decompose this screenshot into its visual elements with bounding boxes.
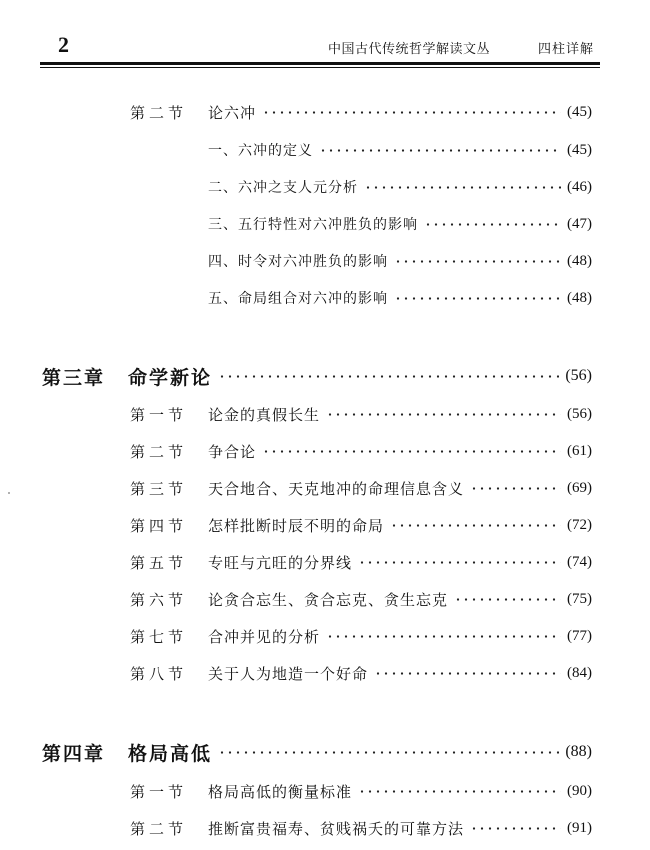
toc-page: (45) — [567, 141, 592, 158]
scan-speck — [8, 492, 10, 494]
toc-entry-subsection[interactable] — [208, 212, 592, 236]
toc-label: 第二节 — [130, 103, 188, 122]
leader-dots — [470, 487, 561, 490]
leader-dots — [394, 297, 561, 300]
toc-entry-section[interactable] — [130, 439, 592, 463]
toc-entry-subsection[interactable] — [208, 286, 592, 310]
toc-entry-subsection[interactable] — [208, 249, 592, 273]
toc-title: 四、时令对六冲胜负的影响 — [208, 254, 388, 270]
toc-entry-section[interactable] — [130, 550, 592, 574]
toc-page: (75) — [567, 590, 592, 607]
series-title: 中国古代传统哲学解读文丛 — [327, 42, 490, 57]
toc-title: 五、命局组合对六冲的影响 — [208, 291, 388, 307]
leader-dots — [319, 149, 561, 152]
toc-page: (77) — [567, 627, 592, 644]
toc-entry-section[interactable] — [130, 100, 592, 124]
toc-entry-chapter[interactable] — [42, 364, 592, 388]
toc-entry-section[interactable] — [130, 816, 592, 840]
toc-label: 第一节 — [130, 405, 188, 424]
toc-page: (88) — [565, 743, 592, 760]
toc-label: 第三节 — [130, 479, 188, 498]
toc-label: 第八节 — [130, 664, 188, 683]
leader-dots — [358, 790, 561, 793]
leader-dots — [326, 413, 561, 416]
toc-entry-section[interactable] — [130, 476, 592, 500]
toc-page: (91) — [567, 819, 592, 836]
toc-chapter-label: 第四章 — [42, 742, 106, 765]
toc-page: (90) — [567, 782, 592, 799]
toc-title: 论六冲 — [208, 103, 257, 122]
toc-label: 第四节 — [130, 516, 188, 535]
toc-entry-section[interactable] — [130, 587, 592, 611]
leader-dots — [326, 635, 561, 638]
toc-title: 关于人为地造一个好命 — [208, 664, 369, 683]
toc-title: 格局高低的衡量标准 — [208, 782, 353, 801]
toc-title: 二、六冲之支人元分析 — [208, 180, 358, 196]
toc-label: 第五节 — [130, 553, 188, 572]
leader-dots — [364, 186, 561, 189]
toc-title: 争合论 — [208, 442, 257, 461]
running-header — [40, 28, 600, 64]
toc-label: 第一节 — [130, 782, 188, 801]
toc-page: (74) — [567, 553, 592, 570]
leader-dots — [374, 672, 561, 675]
toc-title: 专旺与亢旺的分界线 — [208, 553, 353, 572]
toc-label: 第七节 — [130, 627, 188, 646]
toc-page: (56) — [565, 367, 592, 384]
toc-entry-section[interactable] — [130, 661, 592, 685]
toc-page: (56) — [567, 405, 592, 422]
toc-title: 一、六冲的定义 — [208, 143, 313, 159]
toc-chapter-label: 第三章 — [42, 366, 106, 389]
toc-title: 三、五行特性对六冲胜负的影响 — [208, 217, 418, 233]
toc-page: (46) — [567, 178, 592, 195]
header-rule-thick — [40, 62, 600, 65]
toc-title: 怎样批断时辰不明的命局 — [208, 516, 385, 535]
toc-entry-subsection[interactable] — [208, 175, 592, 199]
toc-page: (47) — [567, 215, 592, 232]
toc-page: (45) — [567, 103, 592, 120]
toc-title: 论贪合忘生、贪合忘克、贪生忘克 — [208, 590, 449, 609]
page-number: 2 — [58, 32, 69, 57]
toc-page: (61) — [567, 442, 592, 459]
toc-title: 合冲并见的分析 — [208, 627, 321, 646]
leader-dots — [262, 450, 561, 453]
toc-page: (84) — [567, 664, 592, 681]
toc-entry-subsection[interactable] — [208, 138, 592, 162]
toc-page: (48) — [567, 289, 592, 306]
book-title: 四柱详解 — [537, 42, 594, 57]
toc-page: (48) — [567, 252, 592, 269]
leader-dots — [390, 524, 561, 527]
toc-title: 推断富贵福寿、贫贱祸夭的可靠方法 — [208, 819, 465, 838]
toc-title: 天合地合、天克地冲的命理信息含义 — [208, 479, 465, 498]
toc-entry-section[interactable] — [130, 402, 592, 426]
toc-label: 第六节 — [130, 590, 188, 609]
toc-page: (69) — [567, 479, 592, 496]
leader-dots — [470, 827, 561, 830]
toc-label: 第二节 — [130, 819, 188, 838]
leader-dots — [454, 598, 561, 601]
leader-dots — [394, 260, 561, 263]
toc-label: 第二节 — [130, 442, 188, 461]
toc-chapter-title: 命学新论 — [128, 366, 213, 389]
leader-dots — [358, 561, 561, 564]
header-rule-thin — [40, 67, 600, 68]
toc-entry-section[interactable] — [130, 779, 592, 803]
leader-dots — [218, 751, 559, 754]
toc-entry-section[interactable] — [130, 513, 592, 537]
leader-dots — [218, 375, 559, 378]
leader-dots — [262, 111, 561, 114]
toc-entry-section[interactable] — [130, 624, 592, 648]
toc-chapter-title: 格局高低 — [128, 742, 213, 765]
toc-entry-chapter[interactable] — [42, 740, 592, 764]
toc-page: (72) — [567, 516, 592, 533]
toc-title: 论金的真假长生 — [208, 405, 321, 424]
leader-dots — [424, 223, 561, 226]
